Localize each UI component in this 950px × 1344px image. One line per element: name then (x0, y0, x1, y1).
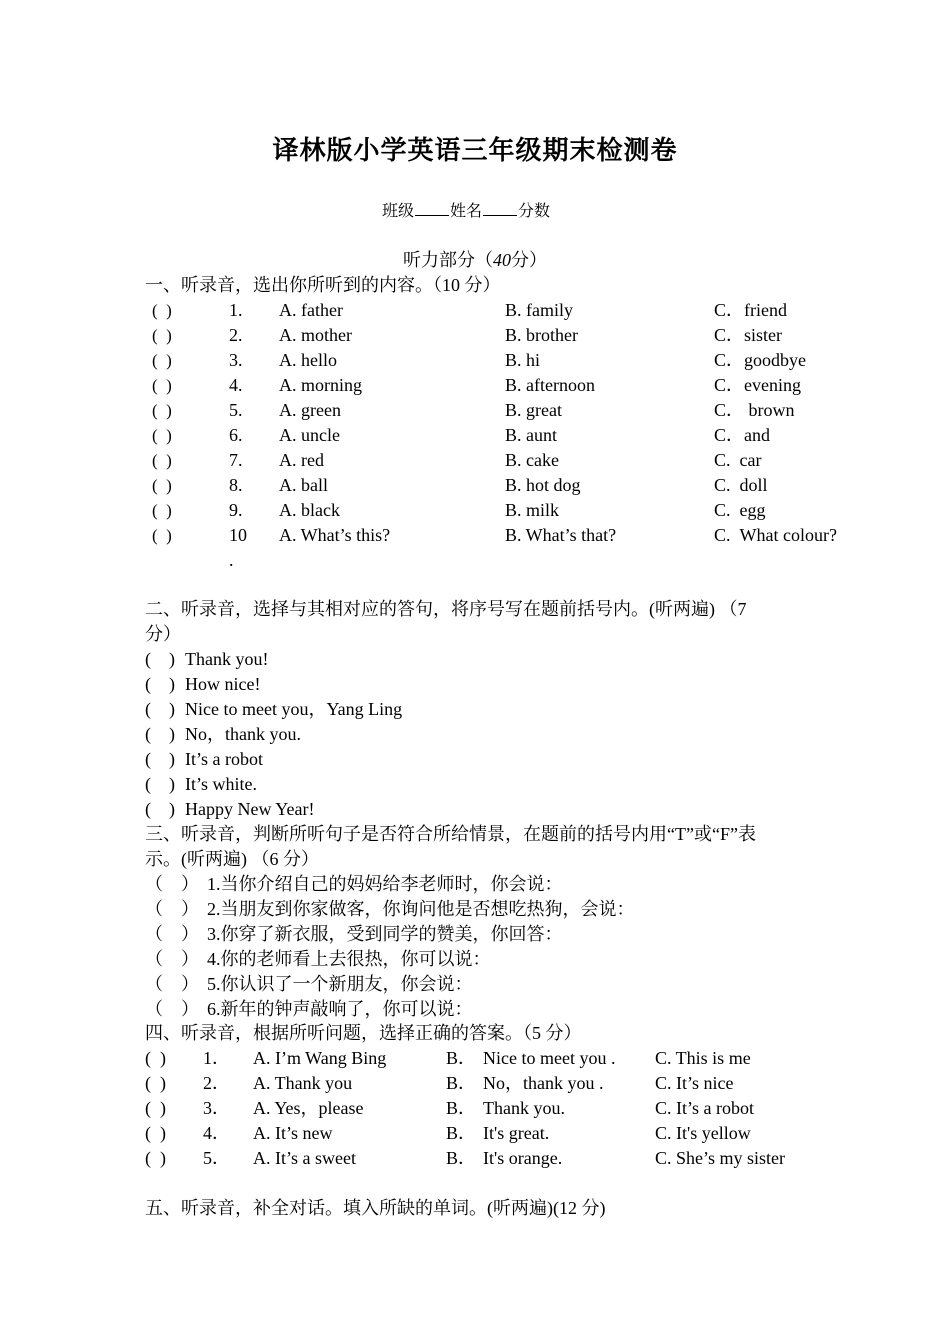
response-text: Thank you! (185, 649, 269, 669)
answer-paren[interactable]: （ ） (145, 999, 199, 1019)
option-b[interactable]: B. milk (505, 500, 560, 520)
option-b[interactable]: It's orange. (483, 1148, 563, 1168)
part2-heading-line1: 二、听录音，选择与其相对应的答句，将序号写在题前括号内。(听两遍) （7 (145, 599, 747, 619)
option-c[interactable]: C．evening (714, 375, 801, 395)
answer-paren[interactable]: （ ） (145, 974, 199, 994)
part3-heading-line1: 三、听录音，判断所听句子是否符合所给情景，在题前的括号内用“T”或“F”表 (145, 824, 756, 844)
question-number: 5. (229, 400, 243, 420)
question-number: 1. (229, 300, 243, 320)
response-text: Happy New Year! (185, 799, 315, 819)
option-c[interactable]: C. What colour? (714, 525, 837, 545)
question-number: 7. (229, 450, 243, 470)
answer-paren[interactable]: （ ） (145, 899, 199, 919)
option-c[interactable]: C．goodbye (714, 350, 806, 370)
option-b[interactable]: B. brother (505, 325, 578, 345)
answer-paren[interactable]: ( ) (145, 799, 175, 819)
class-blank[interactable] (415, 201, 449, 216)
question-number: 2． (203, 1073, 230, 1093)
answer-paren[interactable]: （ ） (145, 874, 199, 894)
answer-paren[interactable]: ( ) (152, 476, 172, 495)
question-number: 2. (229, 325, 243, 345)
option-b[interactable]: B. hot dog (505, 475, 581, 495)
option-b[interactable]: No，thank you . (483, 1073, 604, 1093)
option-b[interactable]: B. great (505, 400, 562, 420)
option-b[interactable]: It's great. (483, 1123, 550, 1143)
option-c[interactable]: C. It’s nice (655, 1073, 734, 1093)
option-b-label: B． (446, 1048, 477, 1068)
option-b-label: B． (446, 1123, 477, 1143)
score-label: 分数 (518, 203, 551, 220)
question-number: 9. (229, 500, 243, 520)
option-a[interactable]: A. It’s new (253, 1123, 333, 1143)
option-b[interactable]: B. afternoon (505, 375, 595, 395)
answer-paren[interactable]: ( ) (152, 301, 172, 320)
option-b-label: B． (446, 1148, 477, 1168)
answer-paren[interactable]: ( ) (152, 501, 172, 520)
situation-text: 1.当你介绍自己的妈妈给李老师时，你会说： (207, 874, 563, 894)
option-a[interactable]: A. morning (279, 375, 362, 395)
answer-paren[interactable]: ( ) (152, 351, 172, 370)
option-a[interactable]: A. It’s a sweet (253, 1148, 356, 1168)
question-number: 3． (203, 1098, 230, 1118)
response-text: It’s a robot (185, 749, 263, 769)
option-c[interactable]: C． brown (714, 400, 795, 420)
option-a[interactable]: A. ball (279, 475, 328, 495)
option-b[interactable]: B. cake (505, 450, 559, 470)
answer-paren[interactable]: ( ) (145, 1073, 166, 1093)
option-a[interactable]: A. green (279, 400, 341, 420)
situation-text: 5.你认识了一个新朋友，你会说： (207, 974, 473, 994)
option-a[interactable]: A. black (279, 500, 340, 520)
answer-paren[interactable]: ( ) (152, 326, 172, 345)
option-b-label: B． (446, 1073, 477, 1093)
answer-paren[interactable]: ( ) (152, 401, 172, 420)
option-a[interactable]: A. uncle (279, 425, 340, 445)
class-label: 班级 (381, 203, 414, 220)
student-info-line (0, 200, 932, 224)
answer-paren[interactable]: ( ) (145, 749, 175, 769)
option-c[interactable]: C．sister (714, 325, 783, 345)
answer-paren[interactable]: ( ) (152, 451, 172, 470)
option-b[interactable]: Nice to meet you . (483, 1048, 616, 1068)
part4-heading: 四、听录音，根据所听问题，选择正确的答案。（5 分） (145, 1023, 582, 1043)
option-c[interactable]: C．friend (714, 300, 787, 320)
name-label: 姓名 (449, 203, 482, 220)
part3-heading-line2: 示。(听两遍) （6 分） (145, 849, 319, 869)
option-a[interactable]: A. red (279, 450, 324, 470)
situation-text: 4.你的老师看上去很热，你可以说： (207, 949, 491, 969)
answer-paren[interactable]: ( ) (152, 526, 172, 545)
question-number: 1． (203, 1048, 230, 1068)
option-a[interactable]: A. hello (279, 350, 337, 370)
question-number: 10 (229, 525, 247, 545)
option-c[interactable]: C. She’s my sister (655, 1148, 786, 1168)
response-text: Nice to meet you，Yang Ling (185, 699, 403, 719)
situation-text: 3.你穿了新衣服，受到同学的赞美，你回答： (207, 924, 563, 944)
answer-paren[interactable]: ( ) (152, 426, 172, 445)
option-c[interactable]: C．and (714, 425, 770, 445)
question-number: 3. (229, 350, 243, 370)
option-a[interactable]: A. I’m Wang Bing (253, 1048, 387, 1068)
name-blank[interactable] (483, 201, 517, 216)
answer-paren[interactable]: ( ) (145, 649, 175, 669)
part1-heading: 一、听录音，选出你所听到的内容。（10 分） (145, 275, 501, 295)
answer-paren[interactable]: ( ) (152, 376, 172, 395)
response-text: It’s white. (185, 774, 257, 794)
answer-paren[interactable]: ( ) (145, 1123, 166, 1143)
answer-paren[interactable]: ( ) (145, 1098, 166, 1118)
answer-paren[interactable]: ( ) (145, 774, 175, 794)
option-c[interactable]: C. This is me (655, 1048, 751, 1068)
answer-paren[interactable]: （ ） (145, 924, 199, 944)
situation-text: 6.新年的钟声敲响了，你可以说： (207, 999, 473, 1019)
question-number: 4. (229, 375, 243, 395)
response-text: How nice! (185, 674, 261, 694)
question-number: 5． (203, 1148, 230, 1168)
answer-paren[interactable]: ( ) (145, 1048, 166, 1068)
option-b[interactable]: B. aunt (505, 425, 557, 445)
question-number: 4． (203, 1123, 230, 1143)
option-b[interactable]: B. What’s that? (505, 525, 617, 545)
option-a[interactable]: A. mother (279, 325, 352, 345)
question-number: 8. (229, 475, 243, 495)
option-b[interactable]: B. family (505, 300, 573, 320)
listening-points: 40 (493, 250, 511, 270)
answer-paren[interactable]: （ ） (145, 949, 199, 969)
option-a[interactable]: A. Yes，please (253, 1098, 364, 1118)
option-b[interactable]: Thank you. (483, 1098, 565, 1118)
option-c[interactable]: C. egg (714, 500, 766, 520)
part2-heading-line2: 分） (145, 624, 181, 644)
option-c[interactable]: C. car (714, 450, 762, 470)
option-c[interactable]: C. It’s a robot (655, 1098, 754, 1118)
option-b-label: B． (446, 1098, 477, 1118)
part5-heading: 五、听录音，补全对话。填入所缺的单词。(听两遍)(12 分) (145, 1198, 606, 1218)
response-text: No，thank you. (185, 724, 301, 744)
option-b[interactable]: B. hi (505, 350, 541, 370)
option-c[interactable]: C. doll (714, 475, 768, 495)
question-number-tail: . (229, 550, 234, 570)
page-title: 译林版小学英语三年级期末检测卷 (272, 136, 678, 166)
option-c[interactable]: C. It's yellow (655, 1123, 751, 1143)
answer-paren[interactable]: ( ) (145, 674, 175, 694)
situation-text: 2.当朋友到你家做客，你询问他是否想吃热狗，会说： (207, 899, 635, 919)
option-a[interactable]: A. What’s this? (279, 525, 391, 545)
question-number: 6. (229, 425, 243, 445)
option-a[interactable]: A. Thank you (253, 1073, 353, 1093)
answer-paren[interactable]: ( ) (145, 699, 175, 719)
answer-paren[interactable]: ( ) (145, 1148, 166, 1168)
listening-section-title: 听力部分（40分） (403, 250, 547, 270)
answer-paren[interactable]: ( ) (145, 724, 175, 744)
option-a[interactable]: A. father (279, 300, 343, 320)
